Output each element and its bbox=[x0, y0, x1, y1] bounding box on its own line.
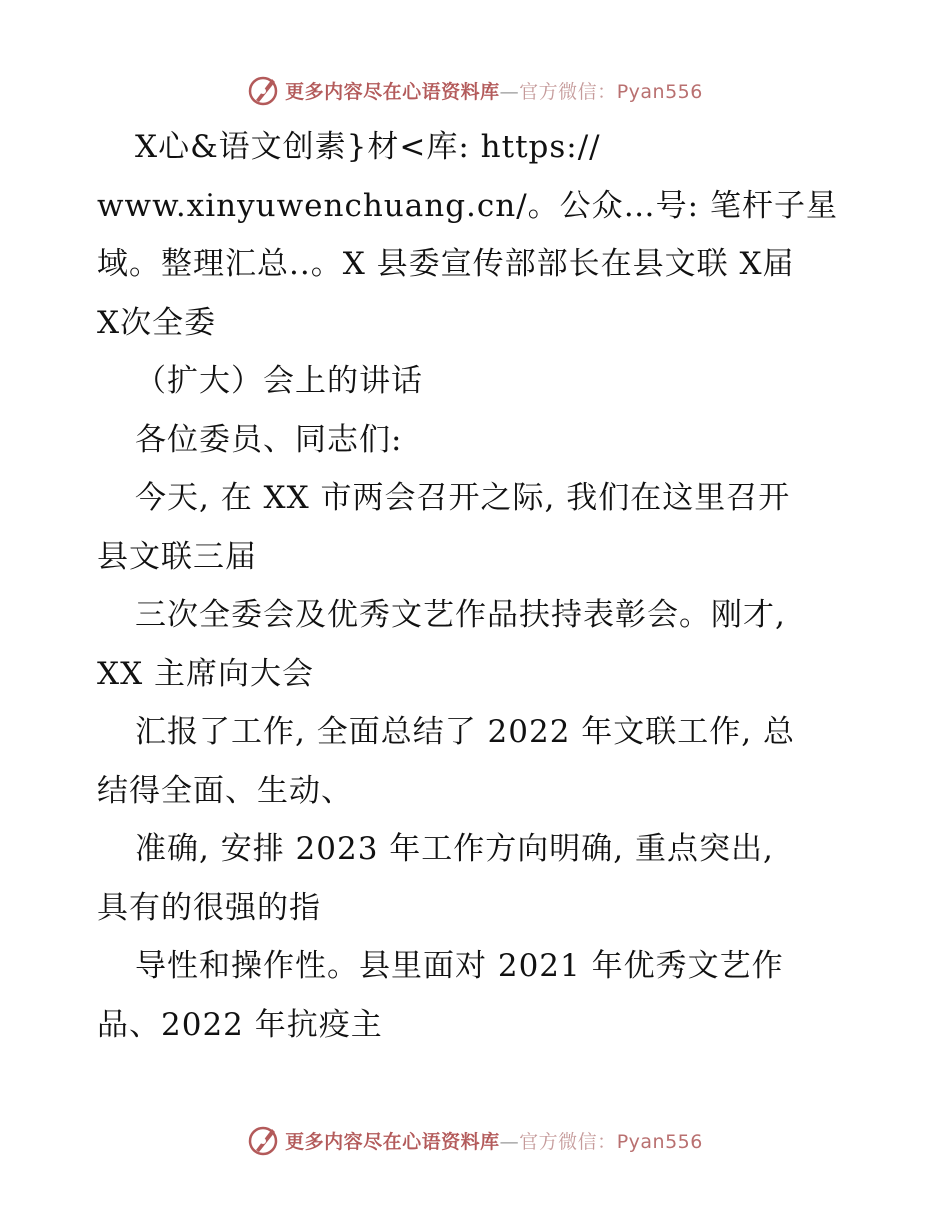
text-line: （扩大）会上的讲话 bbox=[135, 363, 423, 399]
text-line: 准确, 安排 2023 年工作方向明确, 重点突出, bbox=[135, 831, 774, 867]
text-line: 结得全面、生动、 bbox=[97, 772, 353, 809]
text-line: X心&语文创素}材<库: https:// bbox=[135, 129, 601, 165]
watermark-main-text: 更多内容尽在心语资料库 bbox=[285, 80, 500, 103]
footer-watermark bbox=[0, 1120, 950, 1160]
header-watermark bbox=[0, 70, 950, 110]
text-line: 今天, 在 XX 市两会召开之际, 我们在这里召开 bbox=[135, 480, 791, 516]
watermark-separator: — bbox=[499, 80, 520, 103]
watermark-wechat-label: 官方微信： bbox=[519, 1130, 617, 1153]
text-line: www.xinyuwenchuang.cn/。公众…号: 笔杆子星 bbox=[97, 187, 838, 224]
watermark-main-text: 更多内容尽在心语资料库 bbox=[285, 1130, 500, 1153]
text-line: 各位委员、同志们: bbox=[135, 421, 403, 458]
watermark-separator: — bbox=[499, 1130, 520, 1153]
text-line: XX 主席向大会 bbox=[97, 655, 314, 692]
document-body bbox=[97, 118, 867, 1054]
watermark-wechat-label: 官方微信： bbox=[519, 80, 617, 103]
text-line: 导性和操作性。县里面对 2021 年优秀文艺作 bbox=[135, 948, 784, 984]
text-line: X次全委 bbox=[97, 304, 217, 341]
text-line: 三次全委会及优秀文艺作品扶持表彰会。刚才, bbox=[135, 597, 786, 633]
watermark-wechat-id: Pyan556 bbox=[616, 80, 703, 103]
text-line: 县文联三届 bbox=[97, 538, 257, 575]
text-line: 汇报了工作, 全面总结了 2022 年文联工作, 总 bbox=[135, 714, 796, 750]
watermark-wechat-id: Pyan556 bbox=[616, 1130, 703, 1153]
quill-logo-icon bbox=[247, 1123, 281, 1157]
quill-logo-icon bbox=[247, 73, 281, 107]
text-line: 域。整理汇总..。X 县委宣传部部长在县文联 X届 bbox=[97, 246, 795, 282]
text-line: 品、2022 年抗疫主 bbox=[97, 1006, 383, 1043]
text-line: 具有的很强的指 bbox=[97, 889, 321, 926]
